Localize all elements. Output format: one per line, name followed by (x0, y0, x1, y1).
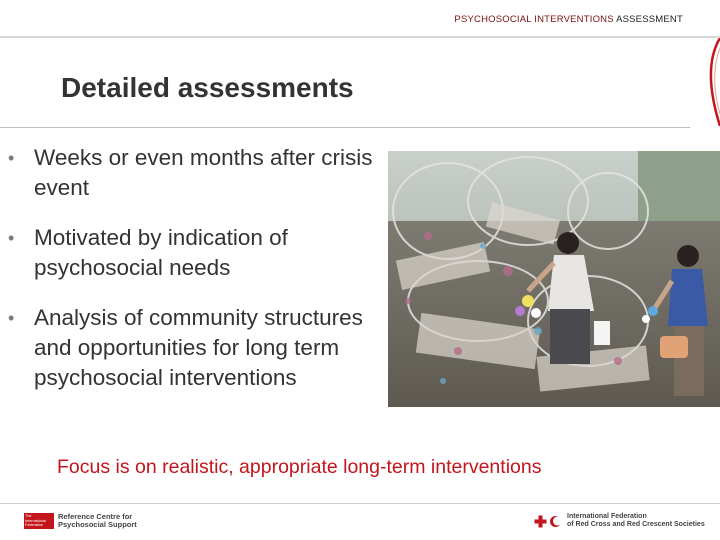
logo-small-text: The International Federation (25, 514, 46, 527)
bullet-item (8, 223, 380, 283)
emblems (534, 515, 562, 528)
header-divider (0, 36, 720, 38)
bullet-text: Analysis of community structures and opportunities for long term psychosocial interventions (34, 305, 363, 390)
title-divider (0, 127, 690, 128)
bullet-text: Motivated by indication of psychosocial needs (34, 225, 288, 280)
footer-right-logo (534, 511, 705, 531)
footer-left-logo (24, 511, 137, 531)
slide-title: Detailed assessments (61, 72, 354, 103)
footer-left-line2: Psychosocial Support (58, 520, 137, 529)
reference-centre-logo-icon (24, 513, 54, 529)
header-label-part1: PSYCHOSOCIAL INTERVENTIONS (454, 14, 614, 25)
focus-statement: Focus is on realistic, appropriate long-term interventions (57, 456, 542, 478)
footer-left-text (58, 513, 137, 529)
bullet-marker: • (8, 308, 15, 328)
bullet-item (8, 303, 380, 393)
footer-left-line1: Reference Centre for (58, 512, 133, 521)
bullet-list (8, 143, 380, 413)
photo-illustration (388, 151, 720, 407)
disaster-site-photo (388, 151, 720, 407)
footer-right-line1: International Federation (567, 513, 647, 520)
header-section-label (454, 14, 683, 25)
footer-right-text (567, 513, 705, 529)
bullet-marker: • (8, 148, 15, 168)
footer-right-line2: of Red Cross and Red Crescent Societies (567, 521, 705, 528)
header-label-part2: ASSESSMENT (613, 14, 683, 25)
bullet-marker: • (8, 228, 15, 248)
footer-divider (0, 503, 720, 504)
red-cross-icon (534, 515, 547, 528)
red-crescent-icon (549, 515, 562, 528)
bullet-item (8, 143, 380, 203)
slide-edge-decoration (694, 38, 720, 128)
bullet-text: Weeks or even months after crisis event (34, 145, 373, 200)
